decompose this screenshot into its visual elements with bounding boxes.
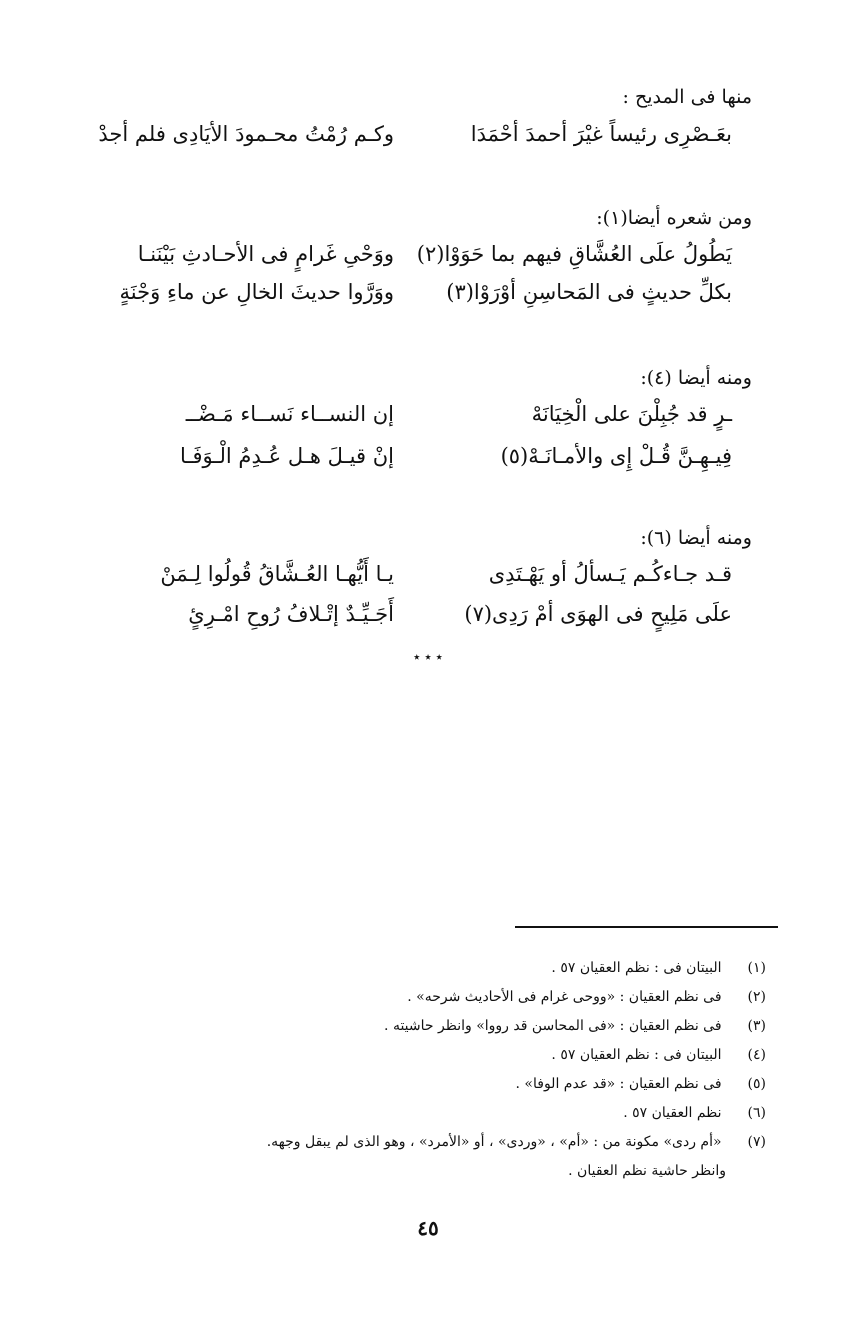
footnote-text: فى نظم العقيان : «ووحى غرام فى الأحاديث شرحه» . bbox=[407, 989, 722, 1005]
verse-first-hemistich: وكـم رُمْتُ محـمودَ الأيَادِى فلم أجدْ bbox=[98, 122, 394, 146]
verse-second-hemistich: بكلِّ حديثٍ فى المَحاسِنِ أوْرَوْا(٣) bbox=[446, 280, 732, 304]
footnote-text: فى نظم العقيان : «فى المحاسن قد رووا» وانظر حاشيته . bbox=[384, 1018, 722, 1034]
section-heading: ومن شعره أيضا(١): bbox=[596, 207, 752, 229]
footnote bbox=[106, 1076, 766, 1092]
verse-first-hemistich: ووَحْىِ غَرامٍ فى الأحـادثِ بَيْنَنـا bbox=[137, 242, 394, 266]
footnote-number: (٥) bbox=[747, 1076, 766, 1092]
footnote-number: (٧) bbox=[747, 1134, 766, 1150]
verse-first-hemistich: يـا أَيُّهـا العُـشَّاقُ قُولُوا لِـمَنْ bbox=[160, 562, 394, 586]
footnote-text: «أم ردى» مكونة من : «أم» ، «وردى» ، أو «الأمرد» ، وهو الذى لم يبقل وجهه. bbox=[266, 1134, 722, 1150]
section-heading: منها فى المديح : bbox=[622, 86, 752, 108]
footnote-number: (٣) bbox=[747, 1018, 766, 1034]
footnote bbox=[106, 1105, 766, 1121]
verse-first-hemistich: إنْ قيـلَ هـل عُـدِمُ الْـوَفَـا bbox=[179, 444, 394, 468]
footnote bbox=[106, 1047, 766, 1063]
footnote-number: (٤) bbox=[747, 1047, 766, 1063]
section-heading: ومنه أيضا (٦): bbox=[640, 527, 752, 549]
verse-first-hemistich: أَجَـيِّـدٌ إتْـلافُ رُوحِ امْـرِئٍ bbox=[188, 602, 394, 626]
footnote-text: فى نظم العقيان : «قد عدم الوفا» . bbox=[515, 1076, 722, 1092]
verse-second-hemistich: فِيـهِـنَّ قُـلْ إِى والأمـانَـهْ(٥) bbox=[500, 444, 732, 468]
verse-first-hemistich: إن النســاء نَســاء مَـضْــ bbox=[185, 402, 394, 426]
verse-first-hemistich: ووَرَّوا حديثَ الخالِ عن ماءِ وَجْنَةٍ bbox=[119, 280, 394, 304]
verse-second-hemistich: قـد جـاءكُـم يَـسألُ أو يَهْـتَدِى bbox=[488, 562, 732, 586]
footnote-text: نظم العقيان ٥٧ . bbox=[623, 1105, 722, 1121]
footnote-number: (١) bbox=[747, 960, 766, 976]
verse-second-hemistich: علَى مَلِيحٍ فى الهوَى أمْ رَدِى(٧) bbox=[464, 602, 732, 626]
footnote-text: البيتان فى : نظم العقيان ٥٧ . bbox=[551, 1047, 722, 1063]
footnote-number: (٦) bbox=[747, 1105, 766, 1121]
verse-second-hemistich: بعَـصْرِى رئيساً غيْرَ أحمدَ أحْمَدَا bbox=[470, 122, 732, 146]
footnote-text: البيتان فى : نظم العقيان ٥٧ . bbox=[551, 960, 722, 976]
verse-second-hemistich: ـرٍ قد جُبِلْنَ على الْخِيَانَهْ bbox=[531, 402, 732, 426]
footnote bbox=[106, 989, 766, 1005]
footnote bbox=[106, 960, 766, 976]
footnote-number: (٢) bbox=[747, 989, 766, 1005]
section-heading: ومنه أيضا (٤): bbox=[640, 367, 752, 389]
footnote bbox=[106, 1134, 766, 1150]
footnote-divider bbox=[515, 926, 778, 928]
page-number: ٤٥ bbox=[417, 1216, 439, 1240]
section-separator: ٭ ٭ ٭ bbox=[413, 650, 443, 665]
verse-second-hemistich: يَطُولُ علَى العُشَّاقِ فيهم بما حَوَوْا(٢) bbox=[416, 242, 732, 266]
footnote bbox=[106, 1018, 766, 1034]
footnote-continuation: وانظر حاشية نظم العقيان . bbox=[568, 1163, 726, 1179]
